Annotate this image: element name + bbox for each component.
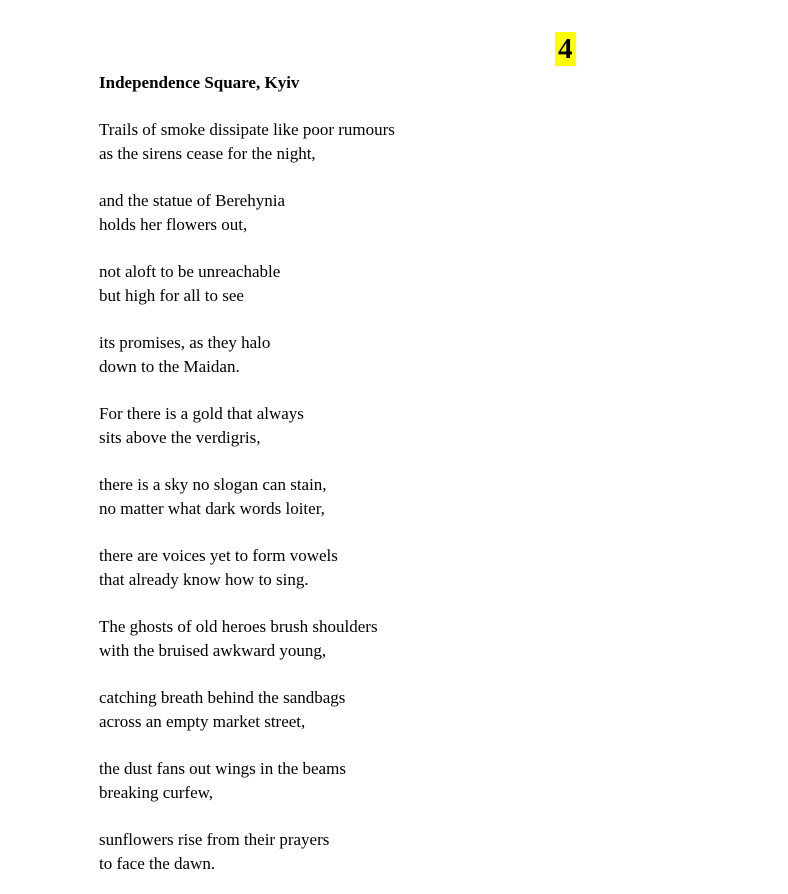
stanza-8 — [99, 615, 699, 663]
stanza-line: not aloft to be unreachable — [99, 262, 281, 281]
stanza-line: there is a sky no slogan can stain, — [99, 475, 327, 494]
stanza-line: but high for all to see — [99, 286, 244, 305]
stanza-line: For there is a gold that always — [99, 404, 304, 423]
stanza-line: no matter what dark words loiter, — [99, 499, 325, 518]
stanza-7 — [99, 544, 699, 592]
stanza-line: The ghosts of old heroes brush shoulders — [99, 617, 378, 636]
stanza-3 — [99, 260, 699, 308]
poem — [99, 71, 699, 876]
stanza-line: down to the Maidan. — [99, 357, 240, 376]
page-number: 4 — [555, 32, 576, 66]
stanza-line: to face the dawn. — [99, 854, 216, 873]
stanza-line: that already know how to sing. — [99, 570, 309, 589]
stanza-2 — [99, 189, 699, 237]
stanza-line: sits above the verdigris, — [99, 428, 261, 447]
stanza-line: there are voices yet to form vowels — [99, 546, 338, 565]
poem-title: Independence Square, Kyiv — [99, 73, 300, 92]
stanza-6 — [99, 473, 699, 521]
stanza-line: holds her flowers out, — [99, 215, 248, 234]
stanza-10 — [99, 757, 699, 805]
stanza-4 — [99, 331, 699, 379]
stanza-1 — [99, 118, 699, 166]
stanza-line: and the statue of Berehynia — [99, 191, 285, 210]
stanza-line: as the sirens cease for the night, — [99, 144, 316, 163]
stanza-9 — [99, 686, 699, 734]
stanza-line: the dust fans out wings in the beams — [99, 759, 346, 778]
stanza-line: breaking curfew, — [99, 783, 214, 802]
stanza-line: Trails of smoke dissipate like poor rumours — [99, 120, 395, 139]
stanza-line: with the bruised awkward young, — [99, 641, 327, 660]
stanza-line: sunflowers rise from their prayers — [99, 830, 330, 849]
stanza-5 — [99, 402, 699, 450]
stanza-11 — [99, 828, 699, 876]
stanza-line: its promises, as they halo — [99, 333, 271, 352]
stanza-line: across an empty market street, — [99, 712, 306, 731]
stanza-line: catching breath behind the sandbags — [99, 688, 346, 707]
